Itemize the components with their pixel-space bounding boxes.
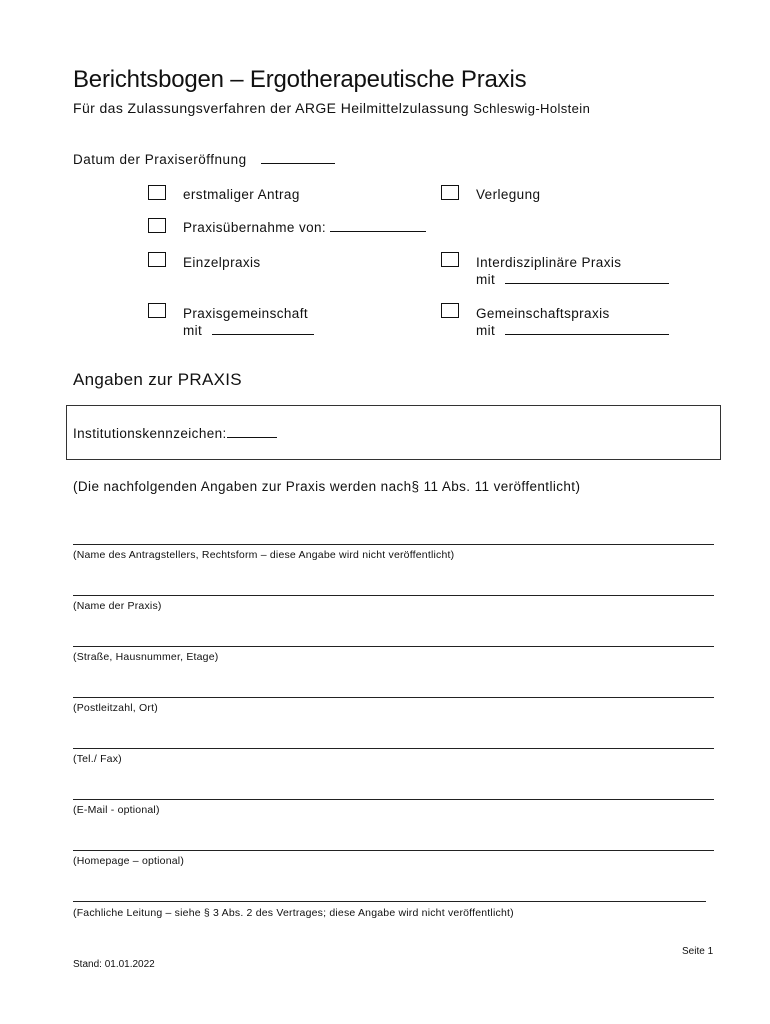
page-subtitle <box>73 100 590 116</box>
gemeinschaftspraxis-mit-field[interactable] <box>505 322 669 335</box>
checkbox-interdisziplinaere-praxis[interactable] <box>441 252 459 267</box>
field-line-email[interactable] <box>73 799 714 800</box>
ik-label: Institutionskennzeichen: <box>73 426 227 441</box>
checkbox-praxisgemeinschaft[interactable] <box>148 303 166 318</box>
page-number: Seite 1 <box>682 946 714 957</box>
publication-note: (Die nachfolgenden Angaben zur Praxis werden nach§ 11 Abs. 11 veröffentlicht) <box>73 479 581 494</box>
option-praxisgemeinschaft <box>183 305 314 339</box>
field-caption: (Postleitzahl, Ort) <box>73 702 158 714</box>
field-caption: (Tel./ Fax) <box>73 753 122 765</box>
ik-row <box>73 425 277 441</box>
option-interdisziplinaere-praxis <box>476 254 669 288</box>
option-gemeinschaftspraxis <box>476 305 669 339</box>
field-line-praxisname[interactable] <box>73 595 714 596</box>
field-caption: (Homepage – optional) <box>73 855 185 867</box>
checkbox-gemeinschaftspraxis[interactable] <box>441 303 459 318</box>
stand-date: Stand: 01.01.2022 <box>73 959 155 970</box>
option-praxisuebernahme <box>183 219 426 236</box>
label-verlegung: Verlegung <box>476 187 541 202</box>
field-caption: (Name des Antragstellers, Rechtsform – diese Angabe wird nicht veröffentlicht) <box>73 549 455 561</box>
subtitle-region: Schleswig-Holstein <box>473 101 591 116</box>
label-gemeinschaftspraxis: Gemeinschaftspraxis <box>476 306 610 321</box>
datum-row <box>73 151 335 167</box>
checkbox-verlegung[interactable] <box>441 185 459 200</box>
praxisgemeinschaft-mit-field[interactable] <box>212 322 314 335</box>
label-einzelpraxis: Einzelpraxis <box>183 255 261 270</box>
field-caption: (E-Mail - optional) <box>73 804 160 816</box>
field-line-fachliche-leitung[interactable] <box>73 901 706 902</box>
datum-field[interactable] <box>261 151 335 164</box>
field-line-homepage[interactable] <box>73 850 714 851</box>
label-praxisuebernahme: Praxisübernahme von: <box>183 220 327 235</box>
checkbox-erstmaliger-antrag[interactable] <box>148 185 166 200</box>
field-caption: (Straße, Hausnummer, Etage) <box>73 651 219 663</box>
field-caption: (Fachliche Leitung – siehe § 3 Abs. 2 des Vertrages; diese Angabe wird nicht veröffentlicht) <box>73 907 514 919</box>
label-erstmaliger-antrag: erstmaliger Antrag <box>183 187 300 202</box>
label-praxisgemeinschaft: Praxisgemeinschaft <box>183 306 309 321</box>
interdisziplinaere-mit-field[interactable] <box>505 271 669 284</box>
label-interdisziplinaere-praxis: Interdisziplinäre Praxis <box>476 255 622 270</box>
page-title: Berichtsbogen – Ergotherapeutische Praxis <box>73 66 527 93</box>
label-mit: mit <box>183 323 203 338</box>
field-caption: (Name der Praxis) <box>73 600 162 612</box>
field-line-strasse[interactable] <box>73 646 714 647</box>
field-line-tel-fax[interactable] <box>73 748 714 749</box>
field-line-plz-ort[interactable] <box>73 697 714 698</box>
ik-field[interactable] <box>227 425 277 438</box>
praxisuebernahme-field[interactable] <box>330 219 426 232</box>
checkbox-einzelpraxis[interactable] <box>148 252 166 267</box>
field-line-antragsteller[interactable] <box>73 544 714 545</box>
section-title: Angaben zur PRAXIS <box>73 370 242 389</box>
datum-label: Datum der Praxiseröffnung <box>73 152 247 167</box>
label-mit: mit <box>476 323 496 338</box>
subtitle-main: Für das Zulassungsverfahren der ARGE Heilmittelzulassung <box>73 100 469 116</box>
checkbox-praxisuebernahme[interactable] <box>148 218 166 233</box>
label-mit: mit <box>476 272 496 287</box>
